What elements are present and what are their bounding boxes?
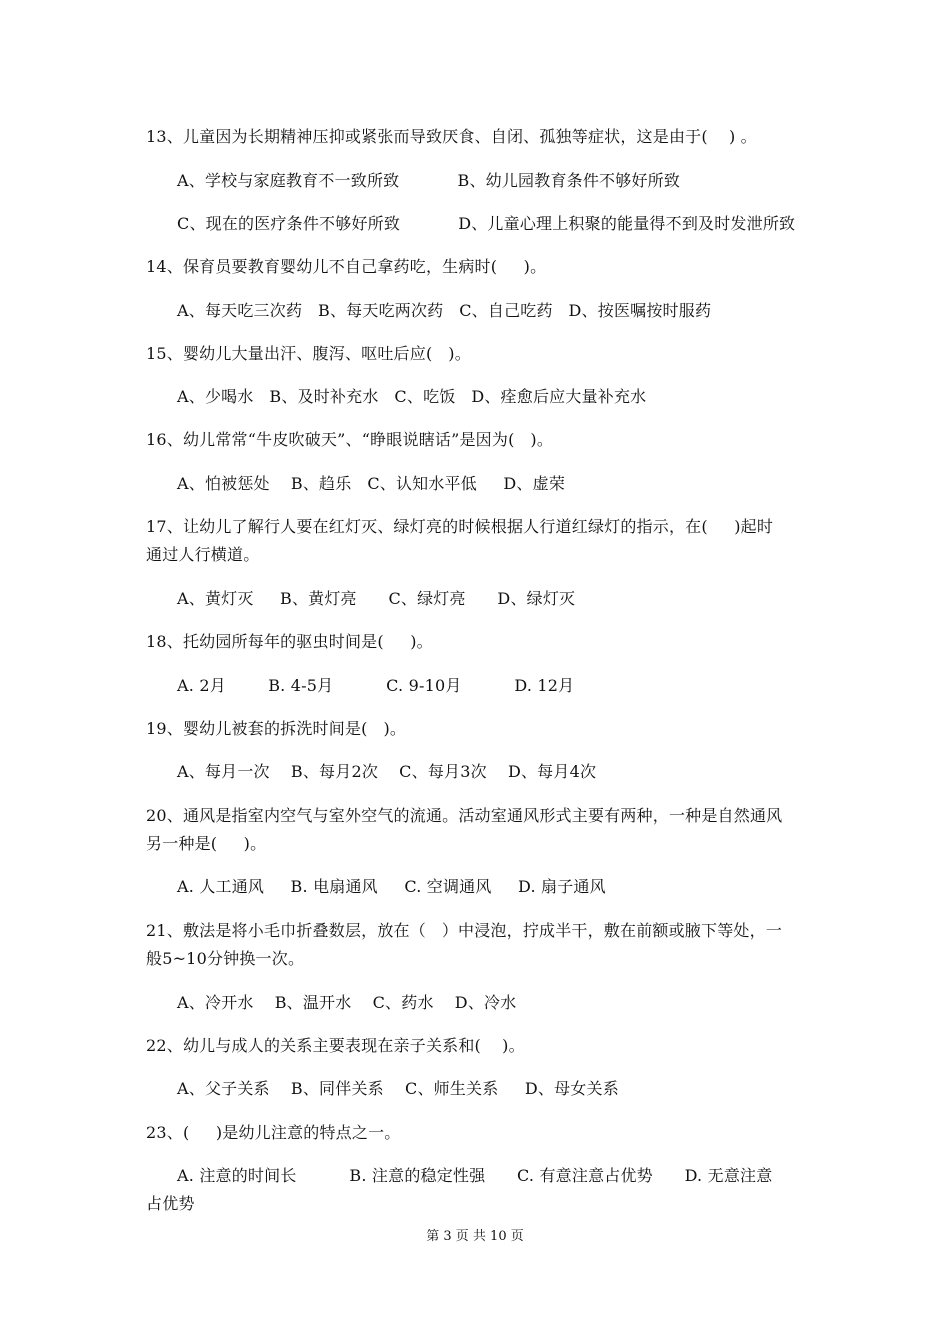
question-22: 22、幼儿与成人的关系主要表现在亲子关系和( )。 — [146, 1036, 525, 1055]
question-20: 20、通风是指室内空气与室外空气的流通。活动室通风形式主要有两种，一种是自然通风 — [146, 806, 783, 825]
question-17-continued: 通过人行横道。 — [146, 545, 260, 564]
page-footer: 第 3 页 共 10 页 — [426, 1229, 524, 1244]
question-20-options: A. 人工通风 B. 电扇通风 C. 空调通风 D. 扇子通风 — [177, 877, 606, 896]
question-13-options-ab: A、学校与家庭教育不一致所致 B、幼儿园教育条件不够好所致 — [177, 171, 681, 190]
question-20-continued: 另一种是( )。 — [146, 834, 267, 853]
question-16: 16、幼儿常常“牛皮吹破天”、“睁眼说瞎话”是因为( )。 — [146, 430, 554, 449]
question-15: 15、婴幼儿大量出汗、腹泻、呕吐后应( )。 — [146, 344, 471, 363]
question-13: 13、儿童因为长期精神压抑或紧张而导致厌食、自闭、孤独等症状，这是由于( ) 。 — [146, 127, 757, 146]
question-21: 21、敷法是将小毛巾折叠数层，放在（ ）中浸泡，拧成半干，敷在前额或腋下等处，一 — [146, 921, 783, 940]
question-19: 19、婴幼儿被套的拆洗时间是( )。 — [146, 719, 407, 738]
question-18-options: A. 2月 B. 4-5月 C. 9-10月 D. 12月 — [177, 676, 575, 695]
question-14-options: A、每天吃三次药 B、每天吃两次药 C、自己吃药 D、按医嘱按时服药 — [177, 301, 712, 320]
question-15-options: A、少喝水 B、及时补充水 C、吃饭 D、痊愈后应大量补充水 — [177, 387, 647, 406]
question-23-options: A. 注意的时间长 B. 注意的稳定性强 C. 有意注意占优势 D. 无意注意 — [177, 1166, 773, 1185]
question-22-options: A、父子关系 B、同伴关系 C、师生关系 D、母女关系 — [177, 1079, 619, 1098]
question-23-continued: 占优势 — [146, 1194, 195, 1213]
question-21-options: A、冷开水 B、温开水 C、药水 D、冷水 — [177, 993, 517, 1012]
question-17: 17、让幼儿了解行人要在红灯灭、绿灯亮的时候根据人行道红绿灯的指示，在( )起时 — [146, 517, 774, 536]
question-14: 14、保育员要教育婴幼儿不自己拿药吃，生病时( )。 — [146, 257, 547, 276]
question-17-options: A、黄灯灭 B、黄灯亮 C、绿灯亮 D、绿灯灭 — [177, 589, 576, 608]
question-19-options: A、每月一次 B、每月2次 C、每月3次 D、每月4次 — [177, 762, 597, 781]
question-13-options-cd: C、现在的医疗条件不够好所致 D、儿童心理上积聚的能量得不到及时发泄所致 — [177, 214, 796, 233]
question-18: 18、托幼园所每年的驱虫时间是( )。 — [146, 632, 433, 651]
question-21-continued: 般5~10分钟换一次。 — [146, 949, 305, 968]
question-16-options: A、怕被惩处 B、趋乐 C、认知水平低 D、虚荣 — [177, 474, 566, 493]
question-23: 23、( )是幼儿注意的特点之一。 — [146, 1123, 401, 1142]
